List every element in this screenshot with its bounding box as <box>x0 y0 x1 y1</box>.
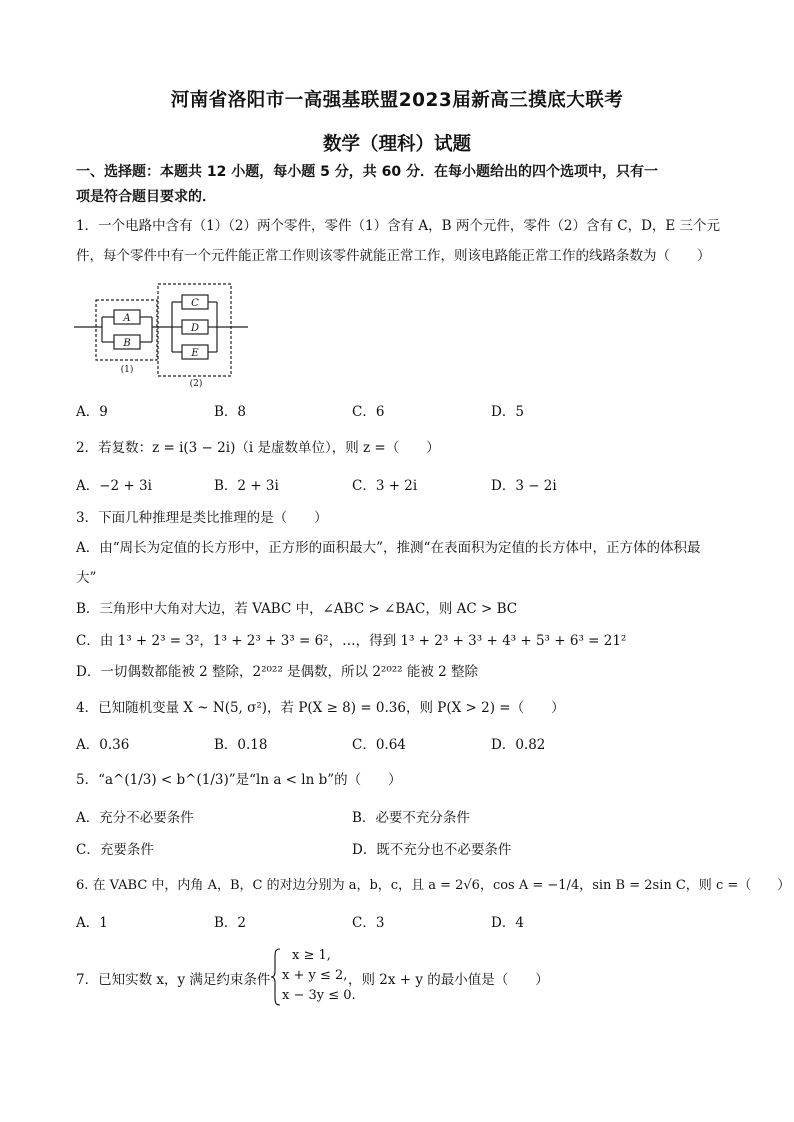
q2-option-d: D．3 − 2i <box>491 478 557 494</box>
q6-option-d: D．4 <box>491 915 524 931</box>
exam-subtitle: 数学（理科）试题 <box>322 134 471 155</box>
q3-option-d: D．一切偶数都能被 2 整除，2²⁰²² 是偶数，所以 2²⁰²² 能被 2 整除 <box>76 664 479 680</box>
label-d: D <box>190 323 200 334</box>
label-b: B <box>123 338 131 349</box>
q5-option-a: A．充分不必要条件 <box>76 810 194 826</box>
constraint-2: x + y ≤ 2, <box>282 968 348 983</box>
q6-option-a: A．1 <box>76 915 108 931</box>
label-part2: (2) <box>189 379 203 389</box>
q7-stem-prefix: 7．已知实数 x，y 满足约束条件 <box>76 972 271 988</box>
q4-option-c: C．0.64 <box>352 737 406 753</box>
part1-dashed-box <box>96 300 157 360</box>
constraint-3: x − 3y ≤ 0. <box>282 988 356 1003</box>
q5-option-d: D．既不充分也不必要条件 <box>352 842 512 858</box>
q4-stem: 4．已知随机变量 X ~ N(5, σ²)，若 P(X ≥ 8) = 0.36，则 P(X > 2) =（ ） <box>76 700 565 716</box>
q3-option-c: C．由 1³ + 2³ = 3²，1³ + 2³ + 3³ = 6²，…，得到 1³ + 2³ + 3³ + 4³ + 5³ + 6³ = 21² <box>76 633 627 649</box>
q1-option-c: C．6 <box>352 404 385 420</box>
section-heading-line2: 项是符合题目要求的． <box>76 189 216 205</box>
q5-option-c: C．充要条件 <box>76 842 154 858</box>
q4-option-b: B．0.18 <box>214 737 268 753</box>
q6-option-c: C．3 <box>352 915 385 931</box>
q3-option-a-line2: 大” <box>76 570 97 586</box>
q3-option-b: B．三角形中大角对大边，若 VABC 中，∠ABC > ∠BAC，则 AC > BC <box>76 601 518 617</box>
q4-option-d: D．0.82 <box>491 737 546 753</box>
q6-option-b: B．2 <box>214 915 247 931</box>
q2-option-c: C．3 + 2i <box>352 478 418 494</box>
q2-option-a: A．−2 + 3i <box>76 478 152 494</box>
constraint-1: x ≥ 1, <box>292 948 331 963</box>
q5-option-b: B．必要不充分条件 <box>352 810 470 826</box>
q3-stem: 3．下面几种推理是类比推理的是（ ） <box>76 510 328 526</box>
q1-stem-line2: 件，每个零件中有一个元件能正常工作则该零件就能正常工作，则该电路能正常工作的线路条数为（ ） <box>76 248 711 264</box>
q2-option-b: B．2 + 3i <box>214 478 279 494</box>
constraint-brace <box>270 948 282 1006</box>
q6-stem: 6. 在 VABC 中，内角 A，B，C 的对边分别为 a，b，c，且 a = 2√6，cos A = −1/4，sin B = 2sin C，则 c =（ ） <box>76 878 791 893</box>
exam-title: 河南省洛阳市一高强基联盟2023届新高三摸底大联考 <box>170 90 624 111</box>
q1-option-a: A．9 <box>76 404 108 420</box>
q5-stem: 5．“a^(1/3) < b^(1/3)”是“ln a < ln b”的（ ） <box>76 772 402 788</box>
section-heading-line1: 一、选择题：本题共 12 小题，每小题 5 分，共 60 分．在每小题给出的四个选项中，只有一 <box>76 164 658 180</box>
q7-stem-suffix: ，则 2x + y 的最小值是（ ） <box>348 972 549 988</box>
label-e: E <box>191 348 199 359</box>
q1-option-b: B．8 <box>214 404 247 420</box>
q2-stem: 2．若复数：z = i(3 − 2i)（i 是虚数单位），则 z =（ ） <box>76 440 440 456</box>
q1-option-d: D．5 <box>491 404 524 420</box>
q1-stem-line1: 1．一个电路中含有（1）（2）两个零件，零件（1）含有 A，B 两个元件，零件（2）含有 C，D，E 三个元 <box>76 218 721 234</box>
label-a: A <box>123 313 131 324</box>
label-part1: (1) <box>120 365 134 375</box>
label-c: C <box>191 298 199 309</box>
q3-option-a-line1: A．由“周长为定值的长方形中，正方形的面积最大”，推测“在表面积为定值的长方体中，正方体的体积最 <box>76 540 701 556</box>
q4-option-a: A．0.36 <box>76 737 130 753</box>
circuit-diagram <box>72 282 262 390</box>
